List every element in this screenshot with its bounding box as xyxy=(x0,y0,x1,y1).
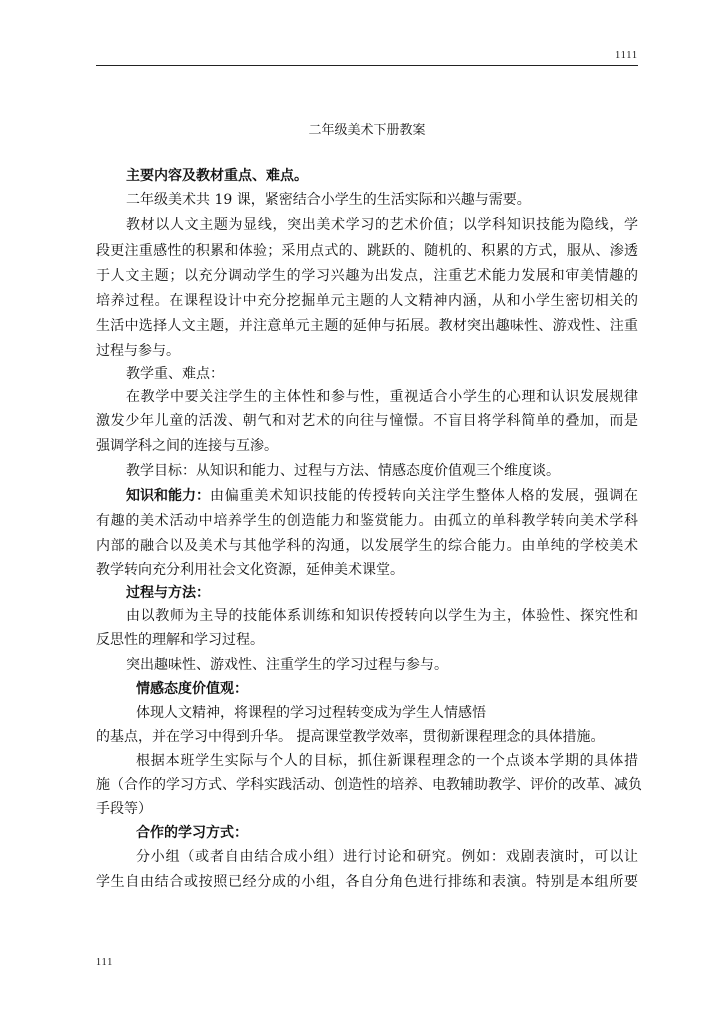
paragraph-line: 内部的融合以及美术与其他学科的沟通，以发展学生的综合能力。由单纯的学校美术 xyxy=(96,538,638,554)
document-title: 二年级美术下册教案 xyxy=(308,123,426,138)
paragraph-line: 体现人文精神，将课程的学习过程转变成为学生人情感悟 xyxy=(136,705,486,721)
paragraph-line: 施（合作的学习方式、学科实践活动、创造性的培养、电教辅助教学、评价的改革、减负 xyxy=(96,777,642,793)
section-heading: 情感态度价值观： xyxy=(136,681,248,697)
paragraph-line: 教学转向充分利用社会文化资源，延伸美术课堂。 xyxy=(96,562,404,578)
section-heading: 过程与方法： xyxy=(126,585,210,601)
paragraph-line: 过程与参与。 xyxy=(96,343,180,359)
header-page-number: 1111 xyxy=(615,50,638,61)
paragraph-line: 反思性的理解和学习过程。 xyxy=(96,632,264,648)
inline-text: 由偏重美术知识技能的传授转向关注学生整体人格的发展，强调在 xyxy=(210,488,638,504)
paragraph-line: 根据本班学生实际与个人的目标，抓住新课程理念的一个点谈本学期的具体措 xyxy=(136,753,638,769)
paragraph-line: 有趣的美术活动中培养学生的创造能力和鉴赏能力。由孤立的单科教学转向美术学科 xyxy=(96,513,638,529)
paragraph-line: 教学重、难点： xyxy=(126,366,224,382)
section-heading: 合作的学习方式： xyxy=(136,825,248,841)
paragraph-line: 于人文主题；以充分调动学生的学习兴趣为出发点，注重艺术能力发展和审美情趣的 xyxy=(96,268,638,284)
paragraph-line: 分小组（或者自由结合成小组）进行讨论和研究。例如：戏剧表演时，可以让 xyxy=(136,849,638,865)
paragraph-line-with-heading xyxy=(126,487,638,505)
paragraph-line: 教材以人文主题为显线，突出美术学习的艺术价值；以学科知识技能为隐线，学 xyxy=(126,217,638,233)
paragraph-line: 段更注重感性的积累和体验；采用点式的、跳跃的、随机的、积累的方式，服从、渗透 xyxy=(96,243,638,259)
paragraph-line: 在教学中要关注学生的主体性和参与性，重视适合小学生的心理和认识发展规律 xyxy=(126,389,638,405)
paragraph-line: 手段等） xyxy=(96,801,152,817)
paragraph-line: 激发少年儿童的活泼、朝气和对艺术的向往与憧憬。不盲目将学科简单的叠加，而是 xyxy=(96,413,638,429)
paragraph-line: 二年级美术共 19 课，紧密结合小学生的生活实际和兴趣与需要。 xyxy=(126,192,531,208)
inline-heading: 知识和能力： xyxy=(126,488,210,504)
paragraph-line: 突出趣味性、游戏性、注重学生的学习过程与参与。 xyxy=(126,657,448,673)
footer-page-number: 111 xyxy=(96,957,114,968)
paragraph-line: 培养过程。在课程设计中充分挖掘单元主题的人文精神内涵，从和小学生密切相关的 xyxy=(96,293,638,309)
header-rule xyxy=(96,65,638,66)
paragraph-line: 生活中选择人文主题，并注意单元主题的延伸与拓展。教材突出趣味性、游戏性、注重 xyxy=(96,318,638,334)
paragraph-line: 的基点，并在学习中得到升华。 提高课堂教学效率，贯彻新课程理念的具体措施。 xyxy=(96,729,605,745)
paragraph-line: 由以教师为主导的技能体系训练和知识传授转向以学生为主，体验性、探究性和 xyxy=(126,608,638,624)
paragraph-line: 学生自由结合或按照已经分成的小组，各自分角色进行排练和表演。特别是本组所要 xyxy=(96,874,638,890)
section-heading: 主要内容及教材重点、难点。 xyxy=(126,168,308,184)
paragraph-line: 教学目标：从知识和能力、过程与方法、情感态度价值观三个维度谈。 xyxy=(126,463,560,479)
paragraph-line: 强调学科之间的连接与互渗。 xyxy=(96,438,278,454)
